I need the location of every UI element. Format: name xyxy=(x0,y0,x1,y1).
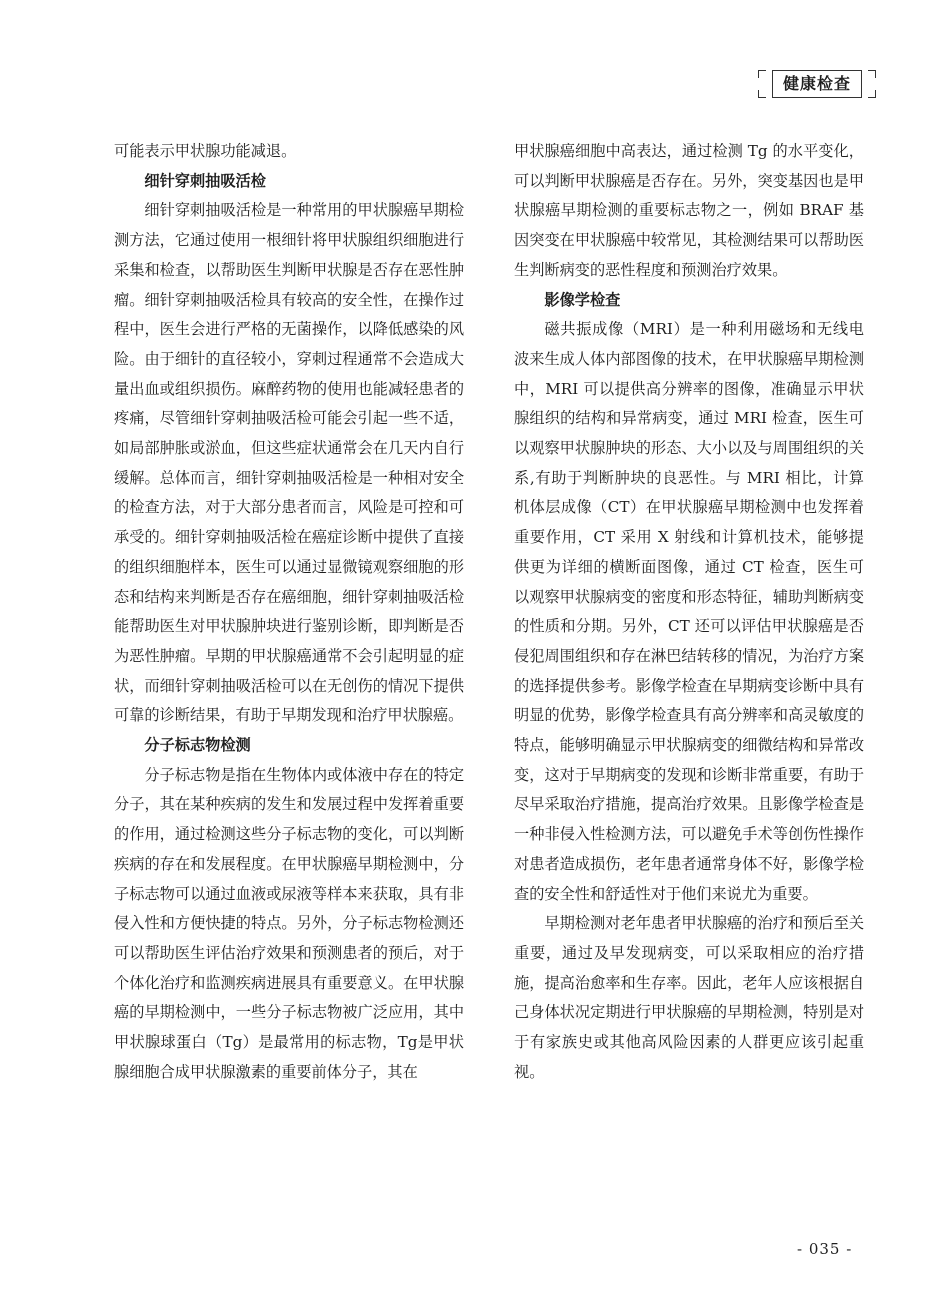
bracket-ornament-icon xyxy=(756,70,766,98)
right-column xyxy=(514,137,864,1088)
section-heading-fna-biopsy: 细针穿刺抽吸活检 xyxy=(144,171,266,190)
section-heading-molecular-markers: 分子标志物检测 xyxy=(144,736,251,755)
page-number: - 035 - xyxy=(797,1240,853,1258)
bracket-ornament-icon xyxy=(868,70,878,98)
paragraph-fna-biopsy: 细针穿刺抽吸活检是一种常用的甲状腺癌早期检测方法，它通过使用一根细针将甲状腺组织细胞进行采集和检查，以帮助医生判断甲状腺是否存在恶性肿瘤。细针穿刺抽吸活检具有较高的安全性，在操作过程中，医生会进行严格的无菌操作，以降低感染的风险。由于细针的直径较小，穿刺过程通常不会造成大量出血或组织损伤。麻醉药物的使用也能减轻患者的疼痛，尽管细针穿刺抽吸活检可能会引起一些不适，如局部肿胀或淤血，但这些症状通常会在几天内自行缓解。总体而言，细针穿刺抽吸活检是一种相对安全的检查方法，对于大部分患者而言，风险是可控和可承受的。细针穿刺抽吸活检在癌症诊断中提供了直接的组织细胞样本，医生可以通过显微镜观察细胞的形态和结构来判断是否存在癌细胞，细针穿刺抽吸活检能帮助医生对甲状腺肿块进行鉴别诊断，即判断是否为恶性肿瘤。早期的甲状腺癌通常不会引起明显的症状，而细针穿刺抽吸活检可以在无创伤的情况下提供可靠的诊断结果，有助于早期发现和治疗甲状腺癌。 xyxy=(114,201,464,725)
paragraph-continuation: 甲状腺癌细胞中高表达，通过检测 Tg 的水平变化，可以判断甲状腺癌是否存在。另外，突变基因也是甲状腺癌早期检测的重要标志物之一，例如 BRAF 基因突变在甲状腺癌中较常见，其检测结果可以帮助医生判断病变的恶性程度和预测治疗效果。 xyxy=(514,142,864,279)
section-heading-imaging: 影像学检查 xyxy=(544,290,621,309)
section-tag-label: 健康检查 xyxy=(772,70,862,98)
paragraph-conclusion: 早期检测对老年患者甲状腺癌的治疗和预后至关重要，通过及早发现病变，可以采取相应的治疗措施，提高治愈率和生存率。因此，老年人应该根据自己身体状况定期进行甲状腺癌的早期检测，特别是对于有家族史或其他高风险因素的人群更应该引起重视。 xyxy=(514,914,864,1081)
section-tag xyxy=(756,70,878,98)
paragraph-molecular-markers: 分子标志物是指在生物体内或体液中存在的特定分子，其在某种疾病的发生和发展过程中发挥着重要的作用，通过检测这些分子标志物的变化，可以判断疾病的存在和发展程度。在甲状腺癌早期检测中，分子标志物可以通过血液或尿液等样本来获取，具有非侵入性和方便快捷的特点。另外，分子标志物检测还可以帮助医生评估治疗效果和预测患者的预后，对于个体化治疗和监测疾病进展具有重要意义。在甲状腺癌的早期检测中，一些分子标志物被广泛应用，其中甲状腺球蛋白（Tg）是最常用的标志物，Tg是甲状腺细胞合成甲状腺激素的重要前体分子，其在 xyxy=(114,765,464,1081)
paragraph-imaging: 磁共振成像（MRI）是一种利用磁场和无线电波来生成人体内部图像的技术，在甲状腺癌早期检测中，MRI 可以提供高分辨率的图像，准确显示甲状腺组织的结构和异常病变，通过 MRI 检查，医生可以观察甲状腺肿块的形态、大小以及与周围组织的关系,有助于判断肿块的良恶性。与 MRI 相比，计算机体层成像（CT）在甲状腺癌早期检测中也发挥着重要作用，CT 采用 X 射线和计算机技术，能够提供更为详细的横断面图像，通过 CT 检查，医生可以观察甲状腺病变的密度和形态特征，辅助判断病变的性质和分期。另外，CT 还可以评估甲状腺癌是否侵犯周围组织和存在淋巴结转移的情况，为治疗方案的选择提供参考。影像学检查在早期病变诊断中具有明显的优势，影像学检查具有高分辨率和高灵敏度的特点，能够明确显示甲状腺病变的细微结构和异常改变，这对于早期病变的发现和诊断非常重要，有助于尽早采取治疗措施，提高治疗效果。且影像学检查是一种非侵入性检测方法，可以避免手术等创伤性操作对患者造成损伤，老年患者通常身体不好，影像学检查的安全性和舒适性对于他们来说尤为重要。 xyxy=(514,320,864,903)
left-column xyxy=(114,137,464,1088)
paragraph-continuation: 可能表示甲状腺功能减退。 xyxy=(114,142,297,160)
